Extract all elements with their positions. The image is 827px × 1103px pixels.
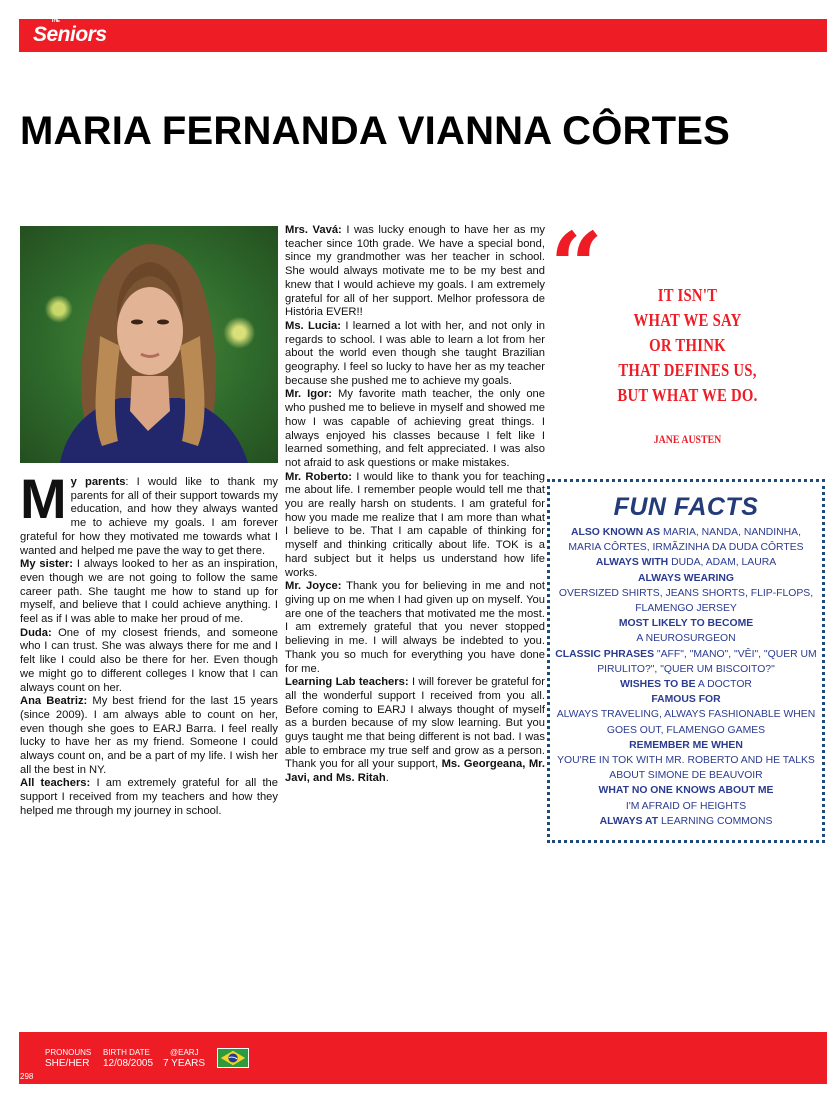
earj-label: @EARJ xyxy=(170,1048,199,1057)
fun-fact-key: ALWAYS AT xyxy=(599,815,659,827)
fun-fact-item xyxy=(554,783,818,813)
birth-date-label: BIRTH DATE xyxy=(103,1048,150,1057)
fun-fact-item xyxy=(554,738,818,784)
paragraph-label: Mr. Joyce: xyxy=(285,580,342,593)
fun-fact-item xyxy=(554,555,818,570)
paragraph-text: I was lucky enough to have her as my teacher since 10th grade. We have a special bond, since my grandmother was her teacher in school. She would always motivate me to be my best and knew that I would achieve my goals. I am extremely grateful for all of her support. Melhor professora de História EVER!! xyxy=(285,224,545,319)
quote-mark-icon: “ xyxy=(550,212,603,320)
fun-fact-value: "AFF", "MANO", "VÊI", "QUER UM PIRULITO?", "QUER UM BISCOITO?" xyxy=(597,648,817,675)
fun-fact-value: I'M AFRAID OF HEIGHTS xyxy=(625,800,747,812)
paragraph-label: Ana Beatriz: xyxy=(20,695,88,708)
paragraph-text: My favorite math teacher, the only one who pushed me to believe in myself and showed me how I was capable of achieving great things. I always enjoyed his classes because I felt like I learned something, and felt appreciated. I was also not afraid to ask questions or make mistakes. xyxy=(285,388,545,469)
paragraph-learning-lab xyxy=(285,676,545,786)
paragraph-label: Duda: xyxy=(20,626,52,639)
middle-column-text xyxy=(285,224,545,786)
quote-line: THAT DEFINES US, xyxy=(618,360,757,380)
fun-fact-key: CLASSIC PHRASES xyxy=(555,648,655,660)
quote-line: WHAT WE SAY xyxy=(633,310,742,330)
fun-fact-value: DUDA, ADAM, LAURA xyxy=(671,557,777,569)
paragraph-text: I learned a lot with her, and not only in regards to school. I was able to learn a lot from her about the world even though she taught Brazilian geography. I feel so lucky to have her as my teacher because she pushed me to achieve my goals. xyxy=(285,319,545,387)
fun-fact-key: REMEMBER ME WHEN xyxy=(629,739,743,751)
fun-facts-list xyxy=(554,525,818,829)
paragraph-ana-beatriz xyxy=(20,695,278,777)
fun-fact-key: WHAT NO ONE KNOWS ABOUT ME xyxy=(598,785,774,797)
paragraph-mr-igor xyxy=(285,388,545,470)
fun-fact-item xyxy=(554,616,818,646)
fun-fact-value: A NEUROSURGEON xyxy=(636,633,736,645)
left-column-text xyxy=(20,467,279,819)
fun-fact-item xyxy=(554,692,818,738)
section-logo-title: Seniors xyxy=(33,23,107,46)
fun-fact-value: YOU'RE IN TOK WITH MR. ROBERTO AND HE TALKS ABOUT SIMONE DE BEAUVOIR xyxy=(557,755,815,782)
paragraph-mr-joyce xyxy=(285,580,545,676)
page-title: MARIA FERNANDA VIANNA CÔRTES xyxy=(20,109,731,153)
fun-fact-value: LEARNING COMMONS xyxy=(660,815,773,827)
fun-fact-value: OVERSIZED SHIRTS, JEANS SHORTS, FLIP-FLOPS, FLAMENGO JERSEY xyxy=(558,587,814,615)
fun-fact-value: MARIA, NANDA, NANDINHA, MARIA CÔRTES, IRMÃZINHA DA DUDA CÔRTES xyxy=(568,527,804,554)
paragraph-text: My best friend for the last 15 years (since 2009). I am always able to count on her, even though she goes to EARJ Barra. I feel really lucky to have her as my friend. Someone I could always count on, and be a part of my life. I wish her all the best in NY. xyxy=(20,695,278,776)
paragraph-duda xyxy=(20,627,278,696)
paragraph-all-teachers xyxy=(20,777,278,818)
fun-fact-key: MOST LIKELY TO BECOME xyxy=(618,618,754,630)
fun-fact-item xyxy=(554,525,818,555)
quote-text xyxy=(573,283,802,408)
paragraph-text: I will forever be grateful for all the wonderful support I received from you all. Before coming to EARJ I always thought of myself as a burden because of my slow learning. But you guys taught me that being different is not bad. I was able to embrace my true self and grow as a person. Thank you for all your support, xyxy=(285,676,545,771)
fun-facts-title: FUN FACTS xyxy=(613,493,759,521)
portrait-illustration xyxy=(20,226,278,463)
quote-line: BUT WHAT WE DO. xyxy=(617,385,758,405)
paragraph-text: One of my closest friends, and someone who I can trust. She was always there for me and I felt like I could also be there for her. Even though we might go to different colleges I know that I can always count on her. xyxy=(20,626,279,694)
separator: : xyxy=(125,476,137,488)
fun-fact-key: ALWAYS WEARING xyxy=(637,572,735,584)
pronouns-value: SHE/HER xyxy=(45,1058,90,1069)
paragraph-names: Ms. Georgeana, Mr. Javi, and Ms. Ritah xyxy=(285,758,545,785)
paragraph-end: . xyxy=(385,772,389,785)
paragraph-label: Mr. Igor: xyxy=(285,388,333,401)
section-logo-the: THE xyxy=(51,18,60,24)
paragraph-sister xyxy=(20,558,278,627)
brazil-flag-icon xyxy=(217,1048,249,1068)
paragraph-text: I am extremely grateful for all the support I received from my teachers and how they helped me through my journey in school. xyxy=(20,777,279,817)
paragraph-label: y parents xyxy=(70,476,126,488)
paragraph-mrs-vava xyxy=(285,224,545,320)
fun-fact-key: WISHES TO BE xyxy=(620,679,696,691)
quote-block xyxy=(548,212,827,460)
paragraph-label: Mrs. Vavá: xyxy=(285,224,342,236)
paragraph-text: Thank you for believing in me and not giving up on me when I had given up on myself. You are one of the teachers that motivated me the most. I am extremely grateful that you never stopped believing in me. I will always be indebted to you. Thank you so much for everything you have done for me. xyxy=(285,580,546,675)
fun-fact-item xyxy=(554,677,818,692)
paragraph-text: I always looked to her as an inspiration, even though we are not going to follow the same career path. She taught me how to stand up for myself, and believe that I could achieve anything. I feel as if I was able to make her proud of me. xyxy=(20,558,279,626)
quote-line: IT ISN'T xyxy=(657,285,718,305)
paragraph-mr-roberto xyxy=(285,471,545,581)
fun-fact-key: ALWAYS WITH xyxy=(595,557,669,569)
fun-fact-value: ALWAYS TRAVELING, ALWAYS FASHIONABLE WHEN GOES OUT, FLAMENGO GAMES xyxy=(556,709,816,736)
student-portrait-photo xyxy=(20,226,278,463)
paragraph-text: I would like to thank you for teaching me about life. I remember people would tell me that you are really harsh on students. I am grateful for how you made me realize that I am more than what I believe to be. That I am capable of thinking for myself and thinking critically about life. TOK is a hard subject but it helps us understand how life works. xyxy=(285,470,545,579)
earj-years-value: 7 YEARS xyxy=(163,1058,206,1069)
paragraph-label: All teachers: xyxy=(20,777,91,790)
page-number: 298 xyxy=(20,1072,34,1081)
fun-fact-item xyxy=(554,814,818,829)
paragraph-text: I would like to thank my parents for all of their support towards my education, and how they always wanted me to achieve my goals. I am forever grateful for how they motivated me towards what I wanted and helped me pave the way to get there. xyxy=(20,476,279,557)
pronouns-label: PRONOUNS xyxy=(45,1048,92,1057)
paragraph-parents xyxy=(20,467,279,558)
fun-fact-key: FAMOUS FOR xyxy=(651,694,721,706)
birth-date-value: 12/08/2005 xyxy=(103,1058,154,1069)
quote-line: OR THINK xyxy=(649,335,726,355)
fun-facts-box xyxy=(547,479,825,843)
fun-fact-value: A DOCTOR xyxy=(697,679,752,691)
fun-fact-key: ALSO KNOWN AS xyxy=(571,527,661,538)
dropcap: M xyxy=(20,467,67,530)
section-logo xyxy=(33,18,107,49)
paragraph-label: Learning Lab teachers: xyxy=(285,676,409,689)
paragraph-ms-lucia xyxy=(285,320,545,389)
footer-banner xyxy=(19,1032,827,1084)
quote-author: JANE AUSTEN xyxy=(653,432,722,446)
section-banner xyxy=(19,19,827,52)
paragraph-label: Ms. Lucia: xyxy=(285,319,341,332)
paragraph-label: Mr. Roberto: xyxy=(285,470,352,483)
fun-fact-item xyxy=(554,571,818,617)
fun-fact-item xyxy=(554,647,818,677)
paragraph-label: My sister: xyxy=(20,558,73,571)
